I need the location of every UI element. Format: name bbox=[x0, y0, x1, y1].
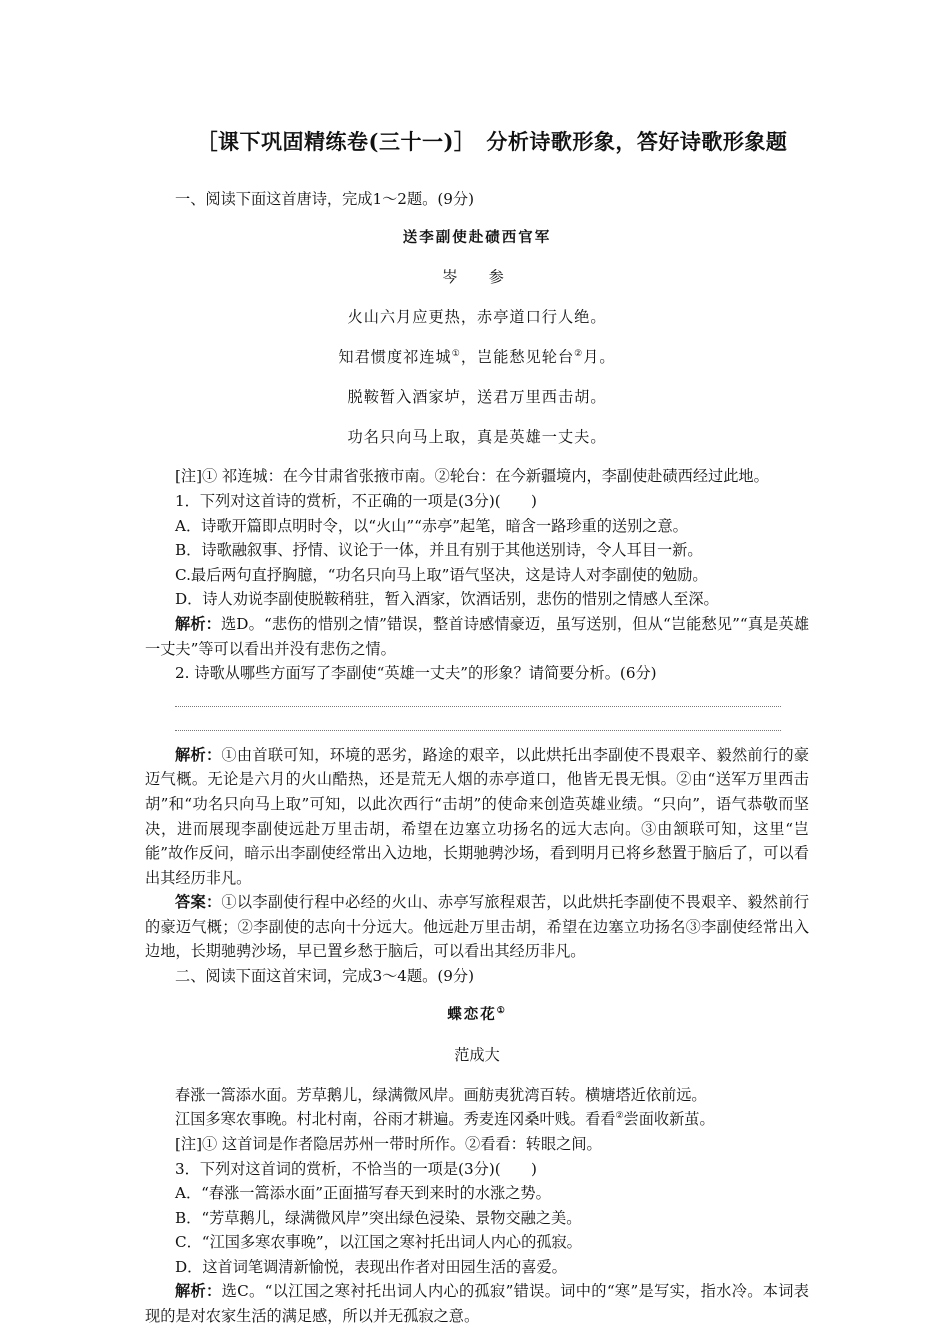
question-3-analysis bbox=[145, 1279, 809, 1328]
question-3-option: A．“春涨一篙添水面”正面描写春天到来时的水涨之势。 bbox=[175, 1184, 551, 1203]
question-3-option: C．“江国多寒农事晚”，以江国之寒衬托出词人内心的孤寂。 bbox=[175, 1233, 582, 1252]
poem1-line: 功名只向马上取，真是英雄一丈夫。 bbox=[347, 427, 607, 446]
question-3-option: B．“芳草鹅儿，绿满微风岸”突出绿色浸染、景物交融之美。 bbox=[175, 1208, 582, 1227]
poem1-line: 脱鞍暂入酒家垆，送君万里西击胡。 bbox=[347, 387, 607, 406]
poem1-line-part: 月。 bbox=[583, 348, 616, 367]
analysis-label: 解析： bbox=[175, 1282, 222, 1301]
poem2-title bbox=[145, 1003, 809, 1028]
question-1-option: B．诗歌融叙事、抒情、议论于一体，并且有别于其他送别诗，令人耳目一新。 bbox=[175, 541, 703, 560]
answer-label: 答案： bbox=[175, 893, 222, 912]
document-title: ［课下巩固精练卷(三十一)］ 分析诗歌形象，答好诗歌形象题 bbox=[196, 129, 788, 154]
section2-heading: 二、阅读下面这首宋词，完成3～4题。(9分) bbox=[175, 967, 475, 986]
footnote-marker: ② bbox=[574, 348, 584, 359]
analysis-text: ①由首联可知，环境的恶劣，路途的艰辛，以此烘托出李副使不畏艰辛、毅然前行的豪迈气概。无论是六月的火山酷热，还是荒无人烟的赤亭道口，他皆无畏无惧。②由“送军万里西击胡”和“功名只向马上取”可知，以此次西行“击胡”的使命来创造英雄业绩。“只向”，语气恭敬而坚决，进而展现李副使远赴万里击胡，希望在边塞立功扬名的远大志向。③由颔联可知，这里“岂能”故作反问，暗示出李副使经常出入边地，长期驰骋沙场，看到明月已将乡愁置于脑后了，可以看出其经历非凡。 bbox=[145, 745, 810, 887]
question-1-option: A．诗歌开篇即点明时令，以“火山”“赤亭”起笔，暗含一路珍重的送别之意。 bbox=[175, 516, 688, 535]
document-page bbox=[145, 130, 809, 1329]
footnote-marker: ② bbox=[615, 1111, 624, 1122]
analysis-text: 选D。“悲伤的惜别之情”错误，整首诗感情豪迈，虽写送别，但从“岂能愁见”“真是英雄一丈夫”等可以看出并没有悲伤之情。 bbox=[145, 614, 810, 658]
question-1-analysis bbox=[145, 612, 809, 661]
poem1-line-part: 知君惯度祁连城 bbox=[338, 348, 452, 367]
poem2-note: [注]① 这首词是作者隐居苏州一带时所作。②看看：转眼之间。 bbox=[175, 1134, 602, 1153]
poem1-title: 送李副使赴碛西官军 bbox=[402, 228, 552, 246]
poem2-line bbox=[145, 1107, 809, 1132]
question-3-option: D．这首词笔调清新愉悦，表现出作者对田园生活的喜爱。 bbox=[175, 1257, 567, 1276]
analysis-label: 解析： bbox=[175, 745, 222, 764]
poem1-note: [注]① 祁连城：在今甘肃省张掖市南。②轮台：在今新疆境内，李副使赴碛西经过此地。 bbox=[175, 467, 769, 486]
question-2-analysis bbox=[145, 743, 809, 891]
question-2-answer bbox=[145, 890, 809, 964]
poem1-line: 火山六月应更热，赤亭道口行人绝。 bbox=[347, 308, 607, 327]
footnote-marker: ① bbox=[496, 1006, 507, 1017]
poem2-title-text: 蝶恋花 bbox=[447, 1006, 497, 1024]
analysis-text: 选C。“以江国之寒衬托出词人内心的孤寂”错误。词中的“寒”是写实，指水冷。本词表现的是对农家生活的满足感，所以并无孤寂之意。 bbox=[145, 1282, 809, 1326]
poem2-line-part: 尝面收新茧。 bbox=[623, 1110, 715, 1129]
poem1-line-part: ，岂能愁见轮台 bbox=[460, 348, 575, 367]
question-3-stem: 3．下列对这首词的赏析，不恰当的一项是(3分)( ) bbox=[175, 1159, 537, 1178]
poem2-line-part: 江国多寒农事晚。村北村南，谷雨才耕遍。秀麦连冈桑叶贱。看看 bbox=[175, 1110, 616, 1129]
question-1-option: C.最后两句直抒胸臆，“功名只向马上取”语气坚决，这是诗人对李副使的勉励。 bbox=[175, 565, 708, 584]
poem2-author: 范成大 bbox=[454, 1045, 500, 1064]
poem1-line bbox=[145, 345, 809, 370]
question-2-stem: 2. 诗歌从哪些方面写了李副使“英雄一丈夫”的形象？请简要分析。(6分) bbox=[175, 664, 657, 683]
poem2-line: 春涨一篙添水面。芳草鹅儿，绿满微风岸。画舫夷犹湾百转。横塘塔近依前远。 bbox=[175, 1085, 707, 1104]
question-1-stem: 1．下列对这首诗的赏析，不正确的一项是(3分)( ) bbox=[175, 491, 537, 510]
analysis-label: 解析： bbox=[175, 614, 221, 633]
question-1-option: D．诗人劝说李副使脱鞍稍驻，暂入酒家，饮酒话别，悲伤的惜别之情感人至深。 bbox=[175, 590, 719, 609]
answer-text: ①以李副使行程中必经的火山、赤亭写旅程艰苦，以此烘托李副使不畏艰辛、毅然前行的豪迈气概；②李副使的志向十分远大。他远赴万里击胡，希望在边塞立功扬名③李副使经常出入边地，长期驰骋沙场，早已置乡愁于脑后，可以看出其经历非凡。 bbox=[145, 893, 810, 961]
poem1-author: 岑 参 bbox=[442, 268, 512, 287]
section1-heading: 一、阅读下面这首唐诗，完成1～2题。(9分) bbox=[175, 189, 475, 208]
footnote-marker: ① bbox=[451, 348, 461, 359]
